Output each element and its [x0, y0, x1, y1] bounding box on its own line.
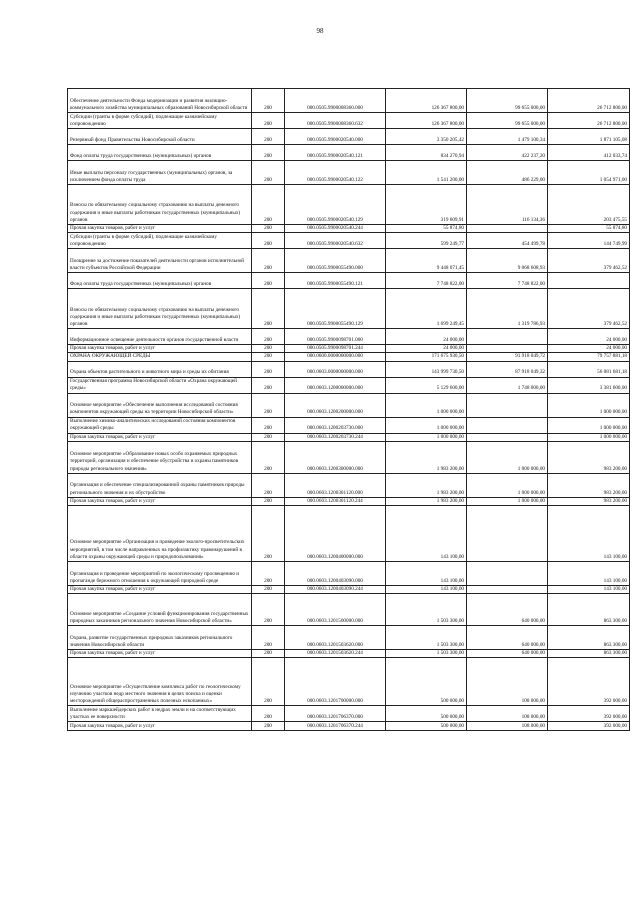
row-name: Организация и проведение мероприятий по экологическому просвещению и пропаганде бережного отношения к окружающей природной среде: [68, 562, 252, 586]
row-value-1: 1 699 249,45: [386, 289, 467, 329]
row-value-2: 9 068 608,93: [467, 249, 548, 273]
row-value-2: 108 000,00: [467, 706, 548, 722]
row-value-2: 7 748 822,00: [467, 273, 548, 289]
row-value-2: [467, 225, 548, 233]
table-row: [68, 233, 630, 249]
row-budget-code: 000.0603.1201706370.244: [285, 722, 386, 731]
row-name: Субсидии (гранты в форме субсидий), подлежащие казначейскому сопровождению: [68, 233, 252, 249]
row-name: Взносы по обязательному социальному страхованию на выплаты денежного содержания и иные выплаты работникам государственных (муниципальных) органов: [68, 289, 252, 329]
table-row: [68, 433, 630, 441]
budget-table: [67, 88, 630, 731]
row-value-1: 9 448 071,45: [386, 249, 467, 273]
row-org-code: 200: [252, 361, 285, 377]
row-name: Государственная программа Новосибирской области «Охрана окружающей среды»: [68, 377, 252, 393]
row-name: Выполнение химико-аналитических исследований состояния компонентов окружающей среды: [68, 417, 252, 433]
row-org-code: 200: [252, 562, 285, 586]
row-value-2: 108 000,00: [467, 722, 548, 731]
row-value-3: 1 000 000,00: [548, 433, 630, 441]
row-value-3: 1 000 000,00: [548, 393, 630, 417]
row-org-code: 200: [252, 89, 285, 113]
row-budget-code: 000.0603.1200300000.000: [285, 441, 386, 473]
row-budget-code: 000.0505.9900020540.244: [285, 225, 386, 233]
table-row: [68, 594, 630, 626]
row-value-3: 24 000,00: [548, 329, 630, 345]
row-value-2: 422 237,20: [467, 145, 548, 161]
row-org-code: 200: [252, 233, 285, 249]
table-row: [68, 129, 630, 145]
row-value-2: 99 655 000,00: [467, 89, 548, 113]
row-budget-code: 000.0603.1200400000.000: [285, 506, 386, 562]
row-name: Прочая закупка товаров, работ и услуг: [68, 586, 252, 594]
row-org-code: 200: [252, 706, 285, 722]
table-row: [68, 497, 630, 505]
row-budget-code: 000.0603.1200301120.244: [285, 497, 386, 505]
row-budget-code: 000.0603.1200200000.000: [285, 393, 386, 417]
row-value-1: 1 541 200,00: [386, 161, 467, 185]
row-value-3: 863 300,00: [548, 594, 630, 626]
row-budget-code: 000.0505.9900008360.000: [285, 89, 386, 113]
row-name: Обеспечение деятельности Фонда модернизации и развития жилищно-коммунального хозяйства муниципальных образований Новосибирской области: [68, 89, 252, 113]
row-value-3: 1 054 971,00: [548, 161, 630, 185]
row-value-1: 1 983 200,00: [386, 497, 467, 505]
row-value-2: 99 655 000,00: [467, 113, 548, 129]
row-org-code: 200: [252, 113, 285, 129]
table-row: [68, 113, 630, 129]
row-budget-code: 000.0505.9900055490.129: [285, 289, 386, 329]
row-value-1: 143 100,00: [386, 562, 467, 586]
row-value-1: 143 100,00: [386, 506, 467, 562]
row-value-1: 171 675 930,50: [386, 353, 467, 361]
row-org-code: 200: [252, 433, 285, 441]
row-budget-code: 000.0505.9900020540.122: [285, 161, 386, 185]
row-budget-code: 000.0505.9900055490.000: [285, 249, 386, 273]
table-row: [68, 417, 630, 433]
row-value-3: 392 000,00: [548, 706, 630, 722]
row-value-3: 863 300,00: [548, 626, 630, 650]
row-org-code: 200: [252, 225, 285, 233]
row-name: Иные выплаты персоналу государственных (муниципальных) органов, за исключением фонда оплаты труда: [68, 161, 252, 185]
row-name: Охрана, развитие государственных природных заказников регионального значения Новосибирской области: [68, 626, 252, 650]
row-name: Поощрение за достижение показателей деятельности органов исполнительной власти субъектов Российской Федерации: [68, 249, 252, 273]
table-row: [68, 345, 630, 353]
row-value-3: 143 100,00: [548, 562, 630, 586]
row-value-2: 108 000,00: [467, 658, 548, 706]
row-value-1: 126 367 800,00: [386, 89, 467, 113]
row-value-3: 144 749,99: [548, 233, 630, 249]
table-row: [68, 225, 630, 233]
table-row: [68, 393, 630, 417]
row-value-2: 1 000 000,00: [467, 473, 548, 497]
table-row: [68, 289, 630, 329]
row-value-3: 379 462,52: [548, 289, 630, 329]
row-org-code: 200: [252, 329, 285, 345]
table-row: [68, 161, 630, 185]
row-value-2: 87 918 049,32: [467, 361, 548, 377]
row-name: Прочая закупка товаров, работ и услуг: [68, 497, 252, 505]
row-org-code: 200: [252, 185, 285, 225]
row-value-1: 3 350 205,42: [386, 129, 467, 145]
row-org-code: 200: [252, 417, 285, 433]
row-value-2: 1 000 000,00: [467, 497, 548, 505]
row-org-code: 200: [252, 377, 285, 393]
row-value-2: [467, 345, 548, 353]
row-value-2: [467, 393, 548, 417]
page-number: 98: [316, 27, 324, 35]
row-budget-code: 000.0603.1201503620.000: [285, 626, 386, 650]
row-org-code: 200: [252, 273, 285, 289]
row-value-3: 983 200,00: [548, 497, 630, 505]
table-row: [68, 473, 630, 497]
row-value-2: 1 319 786,93: [467, 289, 548, 329]
row-name: Основное мероприятие «Обеспечение выполнения исследований состояния компонентов окружающей среды на территории Новосибирской области»: [68, 393, 252, 417]
row-name: Фонд оплаты труда государственных (муниципальных) органов: [68, 145, 252, 161]
row-org-code: 200: [252, 626, 285, 650]
row-org-code: 200: [252, 650, 285, 658]
row-org-code: 200: [252, 353, 285, 361]
row-budget-code: 000.0603.1200203730.000: [285, 417, 386, 433]
row-value-1: 834 270,94: [386, 145, 467, 161]
row-budget-code: 000.0603.0000000000.000: [285, 361, 386, 377]
row-budget-code: 000.0603.1201700000.000: [285, 658, 386, 706]
row-value-1: 599 249,77: [386, 233, 467, 249]
row-value-3: 983 200,00: [548, 441, 630, 473]
row-value-3: 863 300,00: [548, 650, 630, 658]
table-row: [68, 185, 630, 225]
row-value-2: [467, 586, 548, 594]
row-value-3: 56 081 681,18: [548, 361, 630, 377]
table-row: [68, 586, 630, 594]
row-budget-code: 000.0505.9900020540.000: [285, 129, 386, 145]
row-org-code: 200: [252, 506, 285, 562]
row-name: Организация и обеспечение специализированной охраны памятников природы регионального значения и их обустройство: [68, 473, 252, 497]
table-row: [68, 249, 630, 273]
row-value-3: [548, 273, 630, 289]
row-name: Выполнение маркшейдерских работ в недрах земли и на соответствующих участках ее поверхности: [68, 706, 252, 722]
row-name: Основное мероприятие «Создание условий функционирования государственных природных заказников регионального значения Новосибирской области»: [68, 594, 252, 626]
row-budget-code: 000.0505.9900008360.632: [285, 113, 386, 129]
row-value-2: [467, 433, 548, 441]
row-value-1: 24 000,00: [386, 329, 467, 345]
row-value-2: 1 748 000,00: [467, 377, 548, 393]
row-value-3: 79 757 881,18: [548, 353, 630, 361]
row-name: ОХРАНА ОКРУЖАЮЩЕЙ СРЕДЫ: [68, 353, 252, 361]
row-org-code: 200: [252, 658, 285, 706]
row-value-3: 55 874,80: [548, 225, 630, 233]
row-budget-code: 000.0505.9900098701.000: [285, 329, 386, 345]
row-org-code: 200: [252, 393, 285, 417]
row-name: Прочая закупка товаров, работ и услуг: [68, 225, 252, 233]
row-name: Информационное освещение деятельности органов государственной власти: [68, 329, 252, 345]
row-name: Основное мероприятие «Осуществление комплекса работ по геологическому изучению участков недр местного значения в целях поиска и оценки месторождений общераспространенных полезных ископаемых»: [68, 658, 252, 706]
row-value-3: 143 100,00: [548, 506, 630, 562]
row-value-1: 55 874,80: [386, 225, 467, 233]
row-value-2: 1 000 000,00: [467, 441, 548, 473]
table-row: [68, 506, 630, 562]
row-name: Фонд оплаты труда государственных (муниципальных) органов: [68, 273, 252, 289]
table-row: [68, 273, 630, 289]
table-row: [68, 145, 630, 161]
row-org-code: 200: [252, 145, 285, 161]
table-row: [68, 361, 630, 377]
row-value-1: 500 000,00: [386, 706, 467, 722]
row-org-code: 200: [252, 594, 285, 626]
row-value-3: 26 712 800,00: [548, 113, 630, 129]
row-org-code: 200: [252, 345, 285, 353]
row-value-1: 1 000 000,00: [386, 433, 467, 441]
row-org-code: 200: [252, 129, 285, 145]
row-value-3: 983 200,00: [548, 473, 630, 497]
row-value-3: 1 000 000,00: [548, 417, 630, 433]
row-value-2: [467, 329, 548, 345]
row-org-code: 200: [252, 249, 285, 273]
row-value-2: 640 000,00: [467, 594, 548, 626]
table-row: [68, 650, 630, 658]
row-value-1: 1 503 300,00: [386, 650, 467, 658]
row-value-2: [467, 506, 548, 562]
row-budget-code: 000.0505.9900020540.632: [285, 233, 386, 249]
row-value-1: 1 503 300,00: [386, 626, 467, 650]
row-value-1: 1 000 000,00: [386, 417, 467, 433]
row-org-code: 200: [252, 473, 285, 497]
table-row: [68, 329, 630, 345]
row-value-3: 392 000,00: [548, 722, 630, 731]
row-value-2: [467, 417, 548, 433]
row-value-1: 143 999 730,50: [386, 361, 467, 377]
row-org-code: 200: [252, 161, 285, 185]
row-value-3: 379 462,52: [548, 249, 630, 273]
row-budget-code: 000.0603.1200403090.000: [285, 562, 386, 586]
row-budget-code: 000.0603.1201500000.000: [285, 594, 386, 626]
row-value-2: 486 229,00: [467, 161, 548, 185]
table-row: [68, 353, 630, 361]
row-value-1: 5 129 600,00: [386, 377, 467, 393]
row-name: Прочая закупка товаров, работ и услуг: [68, 433, 252, 441]
table-row: [68, 441, 630, 473]
row-value-3: 3 381 600,00: [548, 377, 630, 393]
row-name: Прочая закупка товаров, работ и услуг: [68, 650, 252, 658]
row-value-1: 319 609,91: [386, 185, 467, 225]
table-row: [68, 377, 630, 393]
row-value-2: 1 479 100,34: [467, 129, 548, 145]
row-budget-code: 000.0505.9900055490.121: [285, 273, 386, 289]
row-name: Прочая закупка товаров, работ и услуг: [68, 345, 252, 353]
table-row: [68, 89, 630, 113]
row-value-3: 392 000,00: [548, 658, 630, 706]
row-value-1: 7 748 822,00: [386, 273, 467, 289]
row-budget-code: 000.0603.1200403090.244: [285, 586, 386, 594]
row-org-code: 200: [252, 497, 285, 505]
row-budget-code: 000.0505.9900098701.244: [285, 345, 386, 353]
row-name: Взносы по обязательному социальному страхованию на выплаты денежного содержания и иные выплаты работникам государственных (муниципальных) органов: [68, 185, 252, 225]
row-value-1: 1 503 300,00: [386, 594, 467, 626]
row-value-3: 412 033,74: [548, 145, 630, 161]
row-name: Основное мероприятие «Образование новых особо охраняемых природных территорий, организация и обеспечение обустройства и охраны памятников природы регионального значения»: [68, 441, 252, 473]
row-org-code: 200: [252, 722, 285, 731]
row-value-1: 24 000,00: [386, 345, 467, 353]
row-name: Охрана объектов растительного и животного мира и среды их обитания: [68, 361, 252, 377]
row-value-2: 116 134,36: [467, 185, 548, 225]
row-value-2: 640 000,00: [467, 650, 548, 658]
row-org-code: 200: [252, 289, 285, 329]
row-name: Резервный фонд Правительства Новосибирской области: [68, 129, 252, 145]
row-value-1: 500 000,00: [386, 722, 467, 731]
row-name: Основное мероприятие «Организация и проведение эколого-просветительских мероприятий, в том числе направленных на профилактику правонарушений в области охраны окружающей среды и природопользования»: [68, 506, 252, 562]
row-value-2: 91 918 049,72: [467, 353, 548, 361]
table-row: [68, 722, 630, 731]
row-value-3: 203 475,55: [548, 185, 630, 225]
row-value-1: 1 000 000,00: [386, 393, 467, 417]
row-budget-code: 000.0603.1201706370.000: [285, 706, 386, 722]
row-value-2: 640 000,00: [467, 626, 548, 650]
row-name: Прочая закупка товаров, работ и услуг: [68, 722, 252, 731]
row-budget-code: 000.0603.1201503620.244: [285, 650, 386, 658]
row-value-1: 1 983 200,00: [386, 473, 467, 497]
row-org-code: 200: [252, 441, 285, 473]
row-value-1: 143 100,00: [386, 586, 467, 594]
row-value-1: 126 367 800,00: [386, 113, 467, 129]
row-budget-code: 000.0505.9900020540.129: [285, 185, 386, 225]
row-budget-code: 000.0600.0000000000.000: [285, 353, 386, 361]
row-budget-code: 000.0505.9900020540.121: [285, 145, 386, 161]
row-value-3: 1 871 105,08: [548, 129, 630, 145]
table-row: [68, 706, 630, 722]
row-value-1: 1 983 200,00: [386, 441, 467, 473]
row-value-3: 143 100,00: [548, 586, 630, 594]
row-org-code: 200: [252, 586, 285, 594]
row-value-2: 454 499,78: [467, 233, 548, 249]
row-value-2: [467, 562, 548, 586]
row-budget-code: 000.0603.1200000000.000: [285, 377, 386, 393]
budget-table-body: [68, 89, 630, 731]
row-budget-code: 000.0603.1200301120.000: [285, 473, 386, 497]
row-name: Субсидии (гранты в форме субсидий), подлежащие казначейскому сопровождению: [68, 113, 252, 129]
row-value-3: 24 000,00: [548, 345, 630, 353]
row-value-1: 500 000,00: [386, 658, 467, 706]
row-budget-code: 000.0603.1200203730.244: [285, 433, 386, 441]
row-value-3: 26 712 800,00: [548, 89, 630, 113]
table-row: [68, 658, 630, 706]
table-row: [68, 562, 630, 586]
table-row: [68, 626, 630, 650]
